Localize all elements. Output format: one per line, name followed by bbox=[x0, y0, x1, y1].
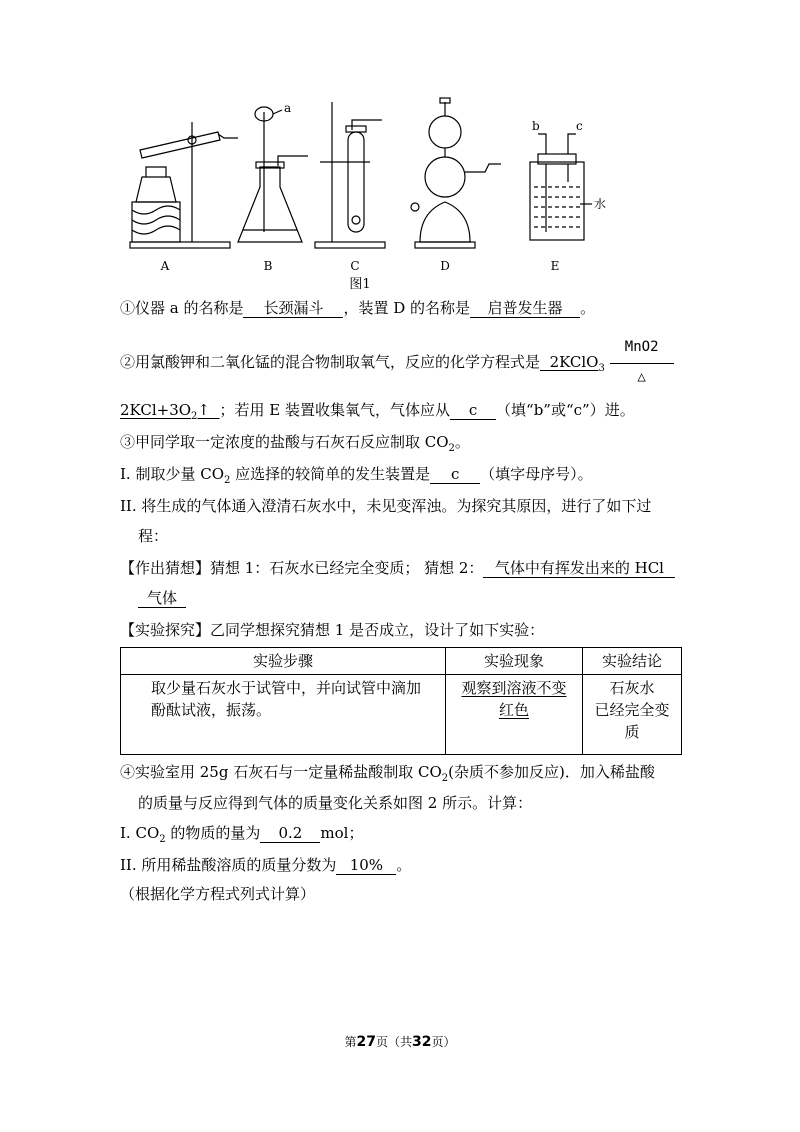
apparatus-C bbox=[315, 102, 385, 248]
question-2-line-2 bbox=[120, 400, 635, 427]
label-funnel-a: a bbox=[284, 101, 292, 115]
hypothesis-line-cont bbox=[138, 588, 186, 608]
apparatus-A bbox=[130, 122, 238, 248]
label-port-b: b bbox=[532, 119, 540, 133]
answer-simple-apparatus: c bbox=[430, 465, 480, 484]
label-C: C bbox=[350, 259, 360, 273]
page-number: 27 bbox=[356, 1034, 376, 1050]
label-D: D bbox=[440, 259, 450, 273]
catalyst-label: MnO2 bbox=[624, 338, 659, 355]
header-conclusion: 实验结论 bbox=[583, 648, 682, 675]
q2-prefix: ②用氯酸钾和二氧化锰的混合物制取氧气，反应的化学方程式是 bbox=[120, 353, 541, 371]
figure-1-apparatus bbox=[110, 92, 610, 292]
apparatus-E bbox=[530, 134, 592, 240]
question-3-part-ii: II. 将生成的气体通入澄清石灰水中，未见变浑浊。为探究其原因，进行了如下过 bbox=[120, 497, 652, 515]
question-4-part-i: I. $CO_2$ 的物质的量为 0.2 mol； bbox=[120, 824, 364, 845]
equation-right: $2KCl+3O_2↑$ bbox=[120, 401, 210, 422]
label-water: 水 bbox=[594, 197, 607, 211]
experiment-intro: 【实验探究】乙同学想探究猜想 1 是否成立，设计了如下实验： bbox=[120, 621, 545, 639]
cell-conclusion: 石灰水 已经完全变 质 bbox=[583, 675, 682, 755]
table-row bbox=[121, 675, 682, 755]
question-1 bbox=[120, 298, 595, 318]
q1-prefix: ①仪器 a 的名称是 bbox=[120, 299, 244, 317]
label-port-c: c bbox=[576, 119, 583, 133]
label-E: E bbox=[550, 259, 560, 273]
heat-symbol: △ bbox=[637, 368, 646, 385]
answer-gas-port: c bbox=[450, 401, 496, 420]
apparatus-B bbox=[238, 107, 308, 242]
q1-suffix: 。 bbox=[580, 299, 596, 317]
calculation-note: （根据化学方程式列式计算） bbox=[120, 885, 316, 903]
question-3-part-i: I. 制取少量 $CO_2$ 应选择的较简单的发生装置是 c （填字母序号）。 bbox=[120, 465, 593, 486]
experiment-table bbox=[120, 647, 682, 755]
cell-step: 取少量石灰水于试管中，并向试管中滴加 酚酞试液，振荡。 bbox=[121, 675, 446, 755]
q2-mid: ；若用 E 装置收集氧气，气体应从 bbox=[219, 401, 451, 419]
hypothesis-line: 【作出猜想】猜想 1：石灰水已经完全变质； 猜想 2： 气体中有挥发出来的 HCl bbox=[120, 558, 675, 578]
label-A: A bbox=[160, 259, 170, 273]
question-2-line-1 bbox=[120, 338, 674, 385]
page-total: 32 bbox=[412, 1034, 432, 1050]
answer-kipp-name: 启普发生器 bbox=[470, 299, 580, 318]
table-header-row bbox=[121, 648, 682, 675]
question-4-line-1: ④实验室用 25g 石灰石与一定量稀盐酸制取 $CO_2$(杂质不参加反应)．加入稀盐酸 bbox=[120, 763, 655, 784]
apparatus-D bbox=[411, 98, 501, 248]
question-3-intro: ③甲同学取一定浓度的盐酸与石灰石反应制取 $CO_2$。 bbox=[120, 433, 470, 454]
figure-caption: 图1 bbox=[349, 277, 371, 292]
cell-phenomenon: 观察到溶液不变 红色 bbox=[446, 675, 583, 755]
question-4-line-2: 的质量与反应得到气体的质量变化关系如图 2 所示。计算： bbox=[138, 794, 533, 812]
q1-mid: ，装置 D 的名称是 bbox=[343, 299, 471, 317]
question-3-part-ii-cont: 程： bbox=[138, 527, 169, 545]
equation-left: 2KClO$_3$ bbox=[549, 353, 605, 374]
header-step: 实验步骤 bbox=[121, 648, 446, 675]
reaction-condition bbox=[610, 338, 674, 385]
answer-hypothesis-2-cont: 气体 bbox=[138, 589, 186, 608]
answer-funnel-name: 长颈漏斗 bbox=[243, 299, 343, 318]
apparatus-drawing bbox=[110, 92, 610, 292]
answer-co2-moles: 0.2 bbox=[260, 824, 320, 843]
header-phenomenon: 实验现象 bbox=[446, 648, 583, 675]
answer-hypothesis-2: 气体中有挥发出来的 HCl bbox=[483, 559, 675, 578]
answer-mass-fraction: 10% bbox=[336, 856, 396, 875]
question-4-part-ii: II. 所用稀盐酸溶质的质量分数为 10% 。 bbox=[120, 856, 412, 874]
page-footer: 第27页（共32页） bbox=[344, 1034, 456, 1050]
label-B: B bbox=[263, 259, 273, 273]
q2-suffix: （填“b”或“c”）进。 bbox=[496, 401, 635, 419]
